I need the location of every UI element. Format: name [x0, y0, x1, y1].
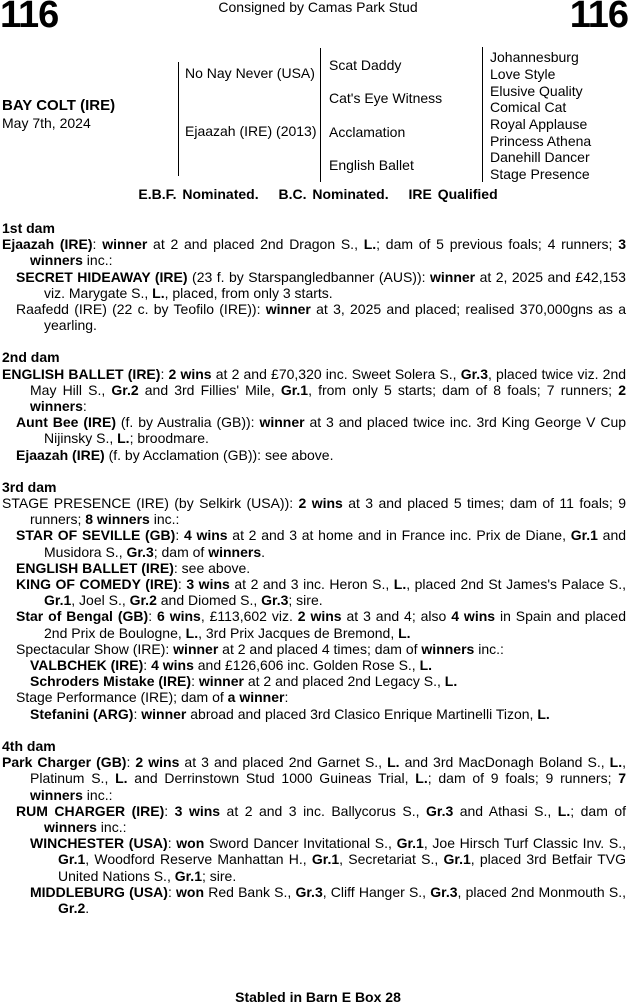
pedigree-grandsire-paternal: Scat Daddy: [329, 57, 402, 73]
catalogue-content: [2, 220, 626, 916]
bold-text: L.: [117, 430, 130, 447]
text: ; dam of 9 foals; 9 runners;: [427, 770, 619, 787]
bold-text: L.: [537, 705, 550, 722]
pedigree-entry: [30, 657, 626, 673]
bold-text: 4 wins: [451, 608, 496, 625]
text: Spectacular Show (IRE):: [16, 640, 174, 657]
text: :: [82, 398, 87, 415]
pedigree-ggp-3: Elusive Quality: [490, 83, 583, 99]
text: at 2 and 3 at home and in France inc. Prix de Diane,: [227, 527, 571, 544]
text: :: [143, 657, 152, 674]
bold-text: RUM CHARGER (IRE): [16, 802, 165, 819]
text: :: [133, 705, 142, 722]
horse-info: [2, 97, 115, 131]
text: in Spain and placed 2nd Prix de Boulogne,: [44, 608, 626, 641]
pedigree-ggp-1: Johannesburg: [490, 49, 579, 65]
pedigree-ggp-4: Comical Cat: [490, 99, 567, 115]
text: , Platinum S.,: [30, 754, 627, 787]
text: abroad and placed 3rd Clasico Enrique Martinelli Tizon,: [186, 705, 538, 722]
pedigree-entry: [16, 560, 626, 576]
bold-text: 2 wins: [298, 495, 343, 512]
text: at 2, 2025 and £42,153 viz. Marygate S.,: [44, 268, 626, 301]
bold-text: WINCHESTER (USA): [30, 835, 168, 852]
text: :: [167, 835, 177, 852]
pedigree-entry: [2, 236, 626, 268]
text: , placed, from only 3 starts.: [164, 284, 333, 301]
bold-text: Aunt Bee (IRE): [16, 414, 116, 431]
bold-text: MIDDLEBURG (USA): [30, 883, 168, 900]
bold-text: winners: [44, 818, 97, 835]
pedigree-entry: [16, 527, 626, 559]
text: at 2 and 3 inc. Heron S.,: [229, 576, 394, 593]
bold-text: Ejaazah (IRE): [2, 236, 93, 253]
text: at 2 and £70,320 inc. Sweet Solera S.,: [211, 365, 461, 382]
bold-text: 6 wins: [157, 608, 201, 625]
text: and £126,606 inc. Golden Rose S.,: [193, 657, 420, 674]
horse-dob: May 7th, 2024: [2, 115, 91, 131]
bold-text: winner: [173, 640, 219, 657]
text: ; dam of: [570, 802, 627, 819]
bold-text: Gr.3: [430, 883, 458, 900]
text: :: [126, 754, 136, 771]
bold-text: winner: [102, 236, 148, 253]
text: , Joe Hirsch Turf Classic Inv. S.,: [423, 835, 626, 852]
text: at 3 and 4; also: [341, 608, 452, 625]
text: Stage Performance (IRE); dam of: [16, 689, 228, 706]
bold-text: L.: [557, 802, 571, 819]
bold-text: KING OF COMEDY (IRE): [16, 576, 178, 593]
bold-text: L.: [419, 657, 433, 674]
text: :: [160, 365, 169, 382]
bold-text: winner: [265, 301, 311, 318]
text: and 3rd Fillies' Mile,: [138, 381, 281, 398]
text: (23 f. by Starspangledbanner (AUS)):: [187, 268, 430, 285]
bold-text: Park Charger (GB): [2, 754, 127, 771]
text: and Musidora S.,: [44, 527, 627, 560]
bold-text: 3 winners: [30, 236, 626, 269]
pedigree-entry: [30, 706, 626, 722]
text: at 3 and placed 5 times; dam of 11 foals; 9 runners;: [30, 495, 626, 528]
pedigree-ggp-6: Princess Athena: [490, 133, 592, 149]
pedigree-dam: Ejaazah (IRE) (2013): [185, 123, 317, 139]
bold-text: STAR OF SEVILLE (GB): [16, 527, 176, 544]
pedigree-grandsire-maternal: Acclamation: [329, 124, 406, 140]
text: inc.:: [82, 786, 113, 803]
bold-text: won: [176, 883, 205, 900]
pedigree-granddam-paternal: Cat's Eye Witness: [329, 90, 443, 106]
bold-text: Gr.1: [58, 851, 86, 868]
text: inc.:: [474, 640, 504, 657]
text: at 2 and 3 inc. Ballycorus S.,: [220, 802, 426, 819]
bold-text: L.: [444, 673, 458, 690]
text: :: [167, 883, 177, 900]
text: ; sire.: [288, 592, 323, 609]
text: , £113,602 viz.: [200, 608, 298, 625]
text: at 3 and placed 2nd Garnet S.,: [179, 754, 388, 771]
bold-text: L.: [115, 770, 128, 787]
text: , Joel S.,: [71, 592, 130, 609]
bold-text: L.: [185, 624, 199, 641]
bold-text: Gr.3: [426, 802, 454, 819]
pedigree-ggp-7: Danehill Dancer: [490, 149, 590, 165]
text: at 2 and placed 2nd Dragon S.,: [147, 236, 364, 253]
text: .: [261, 543, 265, 560]
bold-text: ENGLISH BALLET (IRE): [2, 365, 161, 382]
pedigree-entry: [16, 576, 626, 608]
pedigree-entry: [30, 673, 626, 689]
section-title: 4th dam: [2, 737, 56, 754]
text: : see above.: [173, 559, 251, 576]
bold-text: Gr.1: [44, 592, 72, 609]
nominations: [0, 186, 636, 202]
bold-text: winners: [421, 640, 475, 657]
text: , Woodford Reserve Manhattan H.,: [85, 851, 312, 868]
section-title: 1st dam: [2, 220, 55, 236]
text: inc.:: [96, 818, 127, 835]
text: and Diomed S.,: [156, 592, 262, 609]
bold-text: winner: [198, 673, 244, 690]
text: ; dam of 5 previous foals; 4 runners;: [376, 236, 619, 253]
text: :: [284, 689, 289, 706]
text: (f. by Acclamation (GB)): see above.: [104, 446, 334, 463]
bold-text: L.: [609, 754, 623, 771]
bold-text: Gr.1: [396, 835, 424, 852]
text: , placed 2nd St James's Palace S.,: [406, 576, 627, 593]
bold-text: L.: [152, 284, 165, 301]
consignor: Consigned by Camas Park Stud: [218, 0, 418, 15]
text: and Athasi S.,: [453, 802, 558, 819]
ire-qualified: IRE Qualified: [408, 186, 498, 202]
pedigree-entry: [16, 689, 626, 705]
pedigree-entry: [16, 269, 626, 301]
bold-text: Gr.1: [280, 381, 309, 398]
bold-text: winner: [141, 705, 187, 722]
bold-text: 2 wins: [297, 608, 342, 625]
bold-text: Gr.3: [295, 883, 323, 900]
bold-text: 3 wins: [186, 576, 230, 593]
text: :: [148, 608, 157, 625]
pedigree-ggp-8: Stage Presence: [490, 166, 590, 182]
text: at 3, 2025 and placed; realised 370,000gns as a yearling.: [44, 301, 626, 334]
pedigree-ggp-5: Royal Applause: [490, 116, 588, 132]
bold-text: 2 wins: [135, 754, 180, 771]
text: at 2 and placed 2nd Legacy S.,: [243, 673, 445, 690]
text: at 2 and placed 4 times; dam of: [218, 640, 422, 657]
text: ; broodmare.: [129, 430, 209, 447]
text: , 3rd Prix Jacques de Bremond,: [198, 624, 399, 641]
pedigree-entry: [2, 754, 626, 803]
bold-text: ENGLISH BALLET (IRE): [16, 559, 174, 576]
text: :: [164, 802, 175, 819]
text: , from only 5 starts; dam of 8 foals; 7 runners;: [308, 381, 619, 398]
bold-text: Gr.1: [311, 851, 340, 868]
bold-text: L.: [415, 770, 428, 787]
bold-text: 7 winners: [30, 770, 627, 803]
pedigree-line-2: [320, 48, 321, 182]
text: , Cliff Hanger S.,: [322, 883, 431, 900]
text: , placed 2nd Monmouth S.,: [457, 883, 626, 900]
bc-nomination: B.C. Nominated.: [278, 186, 389, 202]
pedigree-entry: [16, 447, 626, 463]
pedigree-granddam-maternal: English Ballet: [329, 157, 414, 173]
pedigree-entry: [2, 366, 626, 415]
bold-text: won: [176, 835, 205, 852]
pedigree-line-3: [482, 47, 483, 182]
text: , placed 3rd Betfair TVG United Nations S.,: [58, 851, 626, 884]
text: :: [92, 236, 103, 253]
text: inc.:: [149, 511, 180, 528]
bold-text: Gr.1: [174, 867, 202, 884]
text: Red Bank S.,: [204, 883, 296, 900]
stabling-info: Stabled in Barn E Box 28: [235, 989, 401, 1005]
bold-text: Stefanini (ARG): [30, 705, 134, 722]
pedigree-sire: No Nay Never (USA): [185, 65, 315, 81]
text: :: [175, 527, 184, 544]
section-title: 2nd dam: [2, 349, 60, 366]
bold-text: 4 wins: [151, 657, 194, 674]
text: (f. by Australia (GB)):: [116, 414, 260, 431]
text: Raafedd (IRE) (22 c. by Teofilo (IRE)):: [16, 301, 266, 318]
bold-text: Star of Bengal (GB): [16, 608, 149, 625]
pedigree-entry: [16, 414, 626, 446]
bold-text: 4 wins: [183, 527, 228, 544]
pedigree-entry: [16, 803, 626, 835]
text: STAGE PRESENCE (IRE) (by Selkirk (USA)):: [2, 495, 299, 512]
text: .: [85, 899, 90, 916]
text: and Derrinstown Stud 1000 Guineas Trial,: [127, 770, 416, 787]
bold-text: Gr.3: [126, 543, 154, 560]
bold-text: Gr.1: [570, 527, 598, 544]
bold-text: Gr.2: [129, 592, 157, 609]
pedigree-line-1: [178, 62, 179, 176]
pedigree-entry: [16, 301, 626, 333]
lot-number-right: 116: [569, 0, 628, 36]
pedigree-entry: [30, 835, 626, 884]
text: inc.:: [82, 252, 113, 269]
bold-text: Gr.1: [443, 851, 471, 868]
ebf-nomination: E.B.F. Nominated.: [138, 186, 259, 202]
bold-text: L.: [398, 624, 411, 641]
pedigree-entry: [2, 495, 626, 527]
bold-text: Ejaazah (IRE): [16, 446, 105, 463]
text: ; sire.: [201, 867, 237, 884]
bold-text: VALBCHEK (IRE): [30, 657, 144, 674]
bold-text: winner: [259, 414, 305, 431]
text: , Secretariat S.,: [339, 851, 444, 868]
bold-text: 8 winners: [85, 511, 150, 528]
bold-text: winner: [429, 268, 476, 285]
text: :: [191, 673, 199, 690]
pedigree-ggp-2: Love Style: [490, 66, 556, 82]
text: Sword Dancer Invitational S.,: [204, 835, 397, 852]
bold-text: 2 winners: [30, 381, 626, 415]
pedigree-entry: [16, 608, 626, 640]
bold-text: winners: [208, 543, 262, 560]
text: ; dam of: [153, 543, 209, 560]
bold-text: 3 wins: [174, 802, 221, 819]
bold-text: SECRET HIDEAWAY (IRE): [16, 268, 188, 285]
text: , placed twice viz. 2nd May Hill S.,: [30, 365, 627, 398]
bold-text: Schroders Mistake (IRE): [30, 673, 192, 690]
text: at 3 and placed twice inc. 3rd King George V Cup Nijinsky S.,: [44, 414, 627, 447]
section-title: 3rd dam: [2, 478, 57, 495]
pedigree-entry: [30, 884, 626, 916]
lot-number-left: 116: [0, 0, 59, 36]
bold-text: Gr.2: [111, 381, 139, 398]
bold-text: a winner: [227, 689, 285, 706]
bold-text: L.: [363, 236, 377, 253]
bold-text: L.: [393, 576, 407, 593]
bold-text: Gr.3: [460, 365, 488, 382]
text: :: [177, 576, 187, 593]
bold-text: Gr.3: [261, 592, 289, 609]
text: and 3rd MacDonagh Boland S.,: [399, 754, 610, 771]
pedigree-entry: [16, 641, 626, 657]
bold-text: 2 wins: [168, 365, 212, 382]
horse-name: BAY COLT (IRE): [2, 97, 116, 114]
bold-text: L.: [387, 754, 400, 771]
bold-text: Gr.2: [58, 899, 86, 916]
